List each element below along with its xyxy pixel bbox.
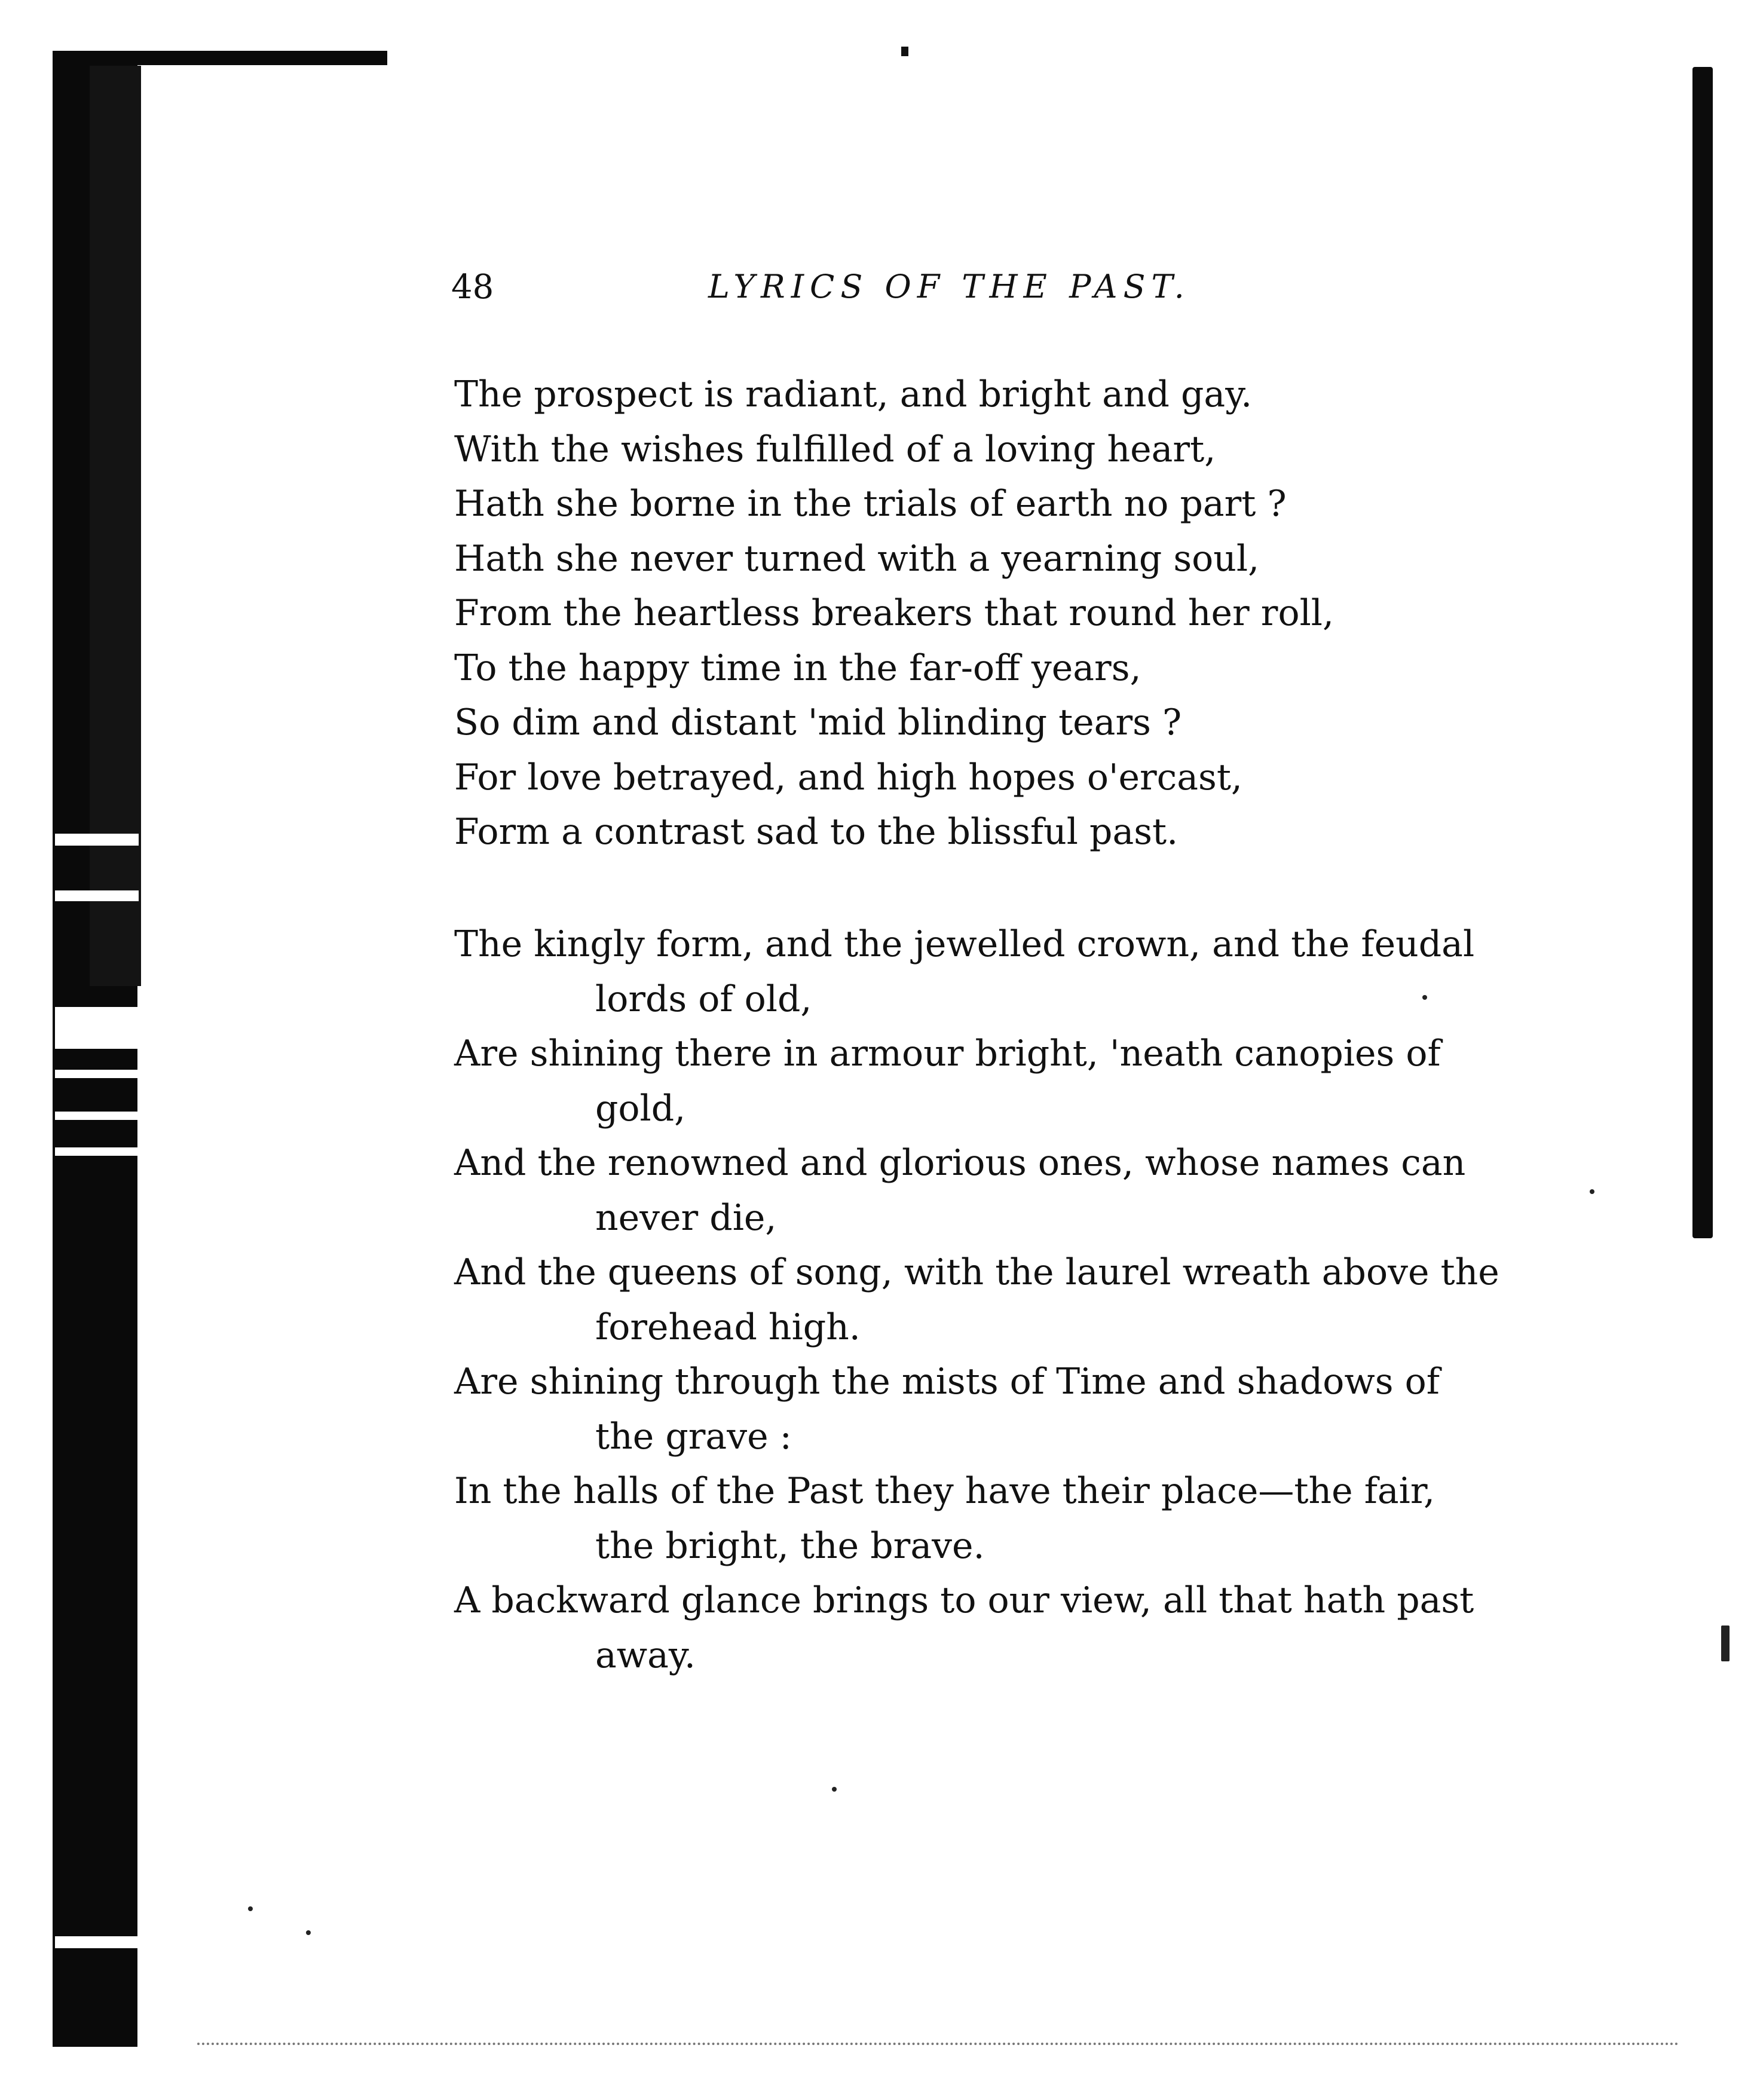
scan-border-right [1692, 67, 1713, 1238]
poem-line: The kingly form, and the jewelled crown, and the feudal [454, 923, 1475, 965]
scan-speck [901, 47, 908, 56]
poem-line-continuation: the bright, the brave. [595, 1525, 985, 1567]
scan-speck [248, 1906, 253, 1911]
scan-speck [1590, 1189, 1594, 1194]
poem-line: To the happy time in the far-off years, [454, 647, 1141, 689]
poem-line-continuation: lords of old, [595, 978, 812, 1020]
poem-line: A backward glance brings to our view, all that hath past [454, 1579, 1474, 1621]
scan-border-gap [55, 890, 139, 901]
page-header [451, 268, 1264, 316]
poem-line-continuation: forehead high. [595, 1306, 861, 1348]
scan-speck [1721, 1625, 1730, 1661]
poem-line: Hath she never turned with a yearning soul, [454, 537, 1260, 580]
poem-line-continuation: away. [595, 1634, 696, 1676]
poem-line: So dim and distant 'mid blinding tears ? [454, 702, 1182, 743]
page-number: 48 [451, 268, 494, 307]
poem-line-continuation: the grave : [595, 1415, 792, 1458]
scan-border-gap [55, 1007, 139, 1049]
scan-speck [306, 1930, 311, 1935]
scan-border-gap [55, 1147, 139, 1156]
poem-line: Are shining there in armour bright, 'neath canopies of [454, 1033, 1441, 1075]
poem-line: Form a contrast sad to the blissful past. [454, 811, 1179, 853]
poem-line: From the heartless breakers that round her roll, [454, 592, 1334, 634]
poem-line: And the queens of song, with the laurel wreath above the [454, 1251, 1499, 1293]
poem-line: And the renowned and glorious ones, whose names can [454, 1142, 1466, 1184]
scan-speck [832, 1787, 837, 1792]
poem-line: For love betrayed, and high hopes o'ercast, [454, 756, 1243, 798]
poem-line: Hath she borne in the trials of earth no part ? [454, 483, 1287, 525]
scan-border-left-inner [90, 66, 141, 986]
scan-border-gap [55, 834, 139, 846]
scan-border-gap [55, 1936, 139, 1948]
scan-border-bottom [197, 2043, 1679, 2047]
poem-line-continuation: never die, [595, 1196, 777, 1239]
poem-line: The prospect is radiant, and bright and gay. [454, 374, 1253, 415]
poem-line: Are shining through the mists of Time and shadows of [454, 1361, 1440, 1403]
running-title: LYRICS OF THE PAST. [708, 268, 1190, 305]
scan-border-gap [55, 1112, 139, 1120]
poem-line: With the wishes fulfilled of a loving heart, [454, 428, 1216, 470]
poem-line: In the halls of the Past they have their place—the fair, [454, 1470, 1435, 1512]
poem-line-continuation: gold, [595, 1087, 686, 1129]
poem-stanza-2 [454, 917, 1554, 1683]
scan-border-gap [55, 1070, 139, 1078]
poem-stanza-1 [454, 368, 1554, 860]
